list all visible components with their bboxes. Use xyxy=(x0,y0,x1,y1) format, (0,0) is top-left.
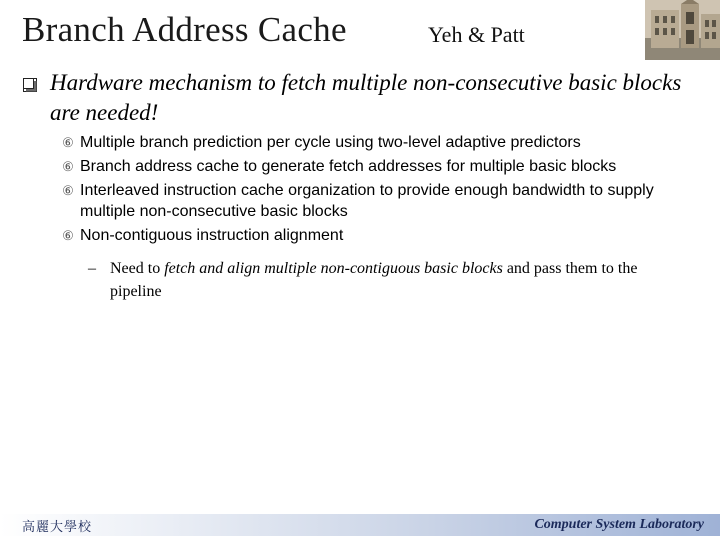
subpoint-list xyxy=(60,132,700,249)
bullet-mark-icon: ⑥ xyxy=(62,228,74,243)
sub-subpoint-emphasis: fetch and align multiple non-contiguous basic blocks xyxy=(164,260,503,277)
slide-subtitle: Yeh & Patt xyxy=(428,22,525,47)
checkbox-bullet-icon xyxy=(23,78,37,92)
subpoint-item xyxy=(60,180,700,222)
bullet-mark-icon: ⑥ xyxy=(62,183,74,198)
subpoint-text: Multiple branch prediction per cycle using two-level adaptive predictors xyxy=(80,134,581,151)
subpoint-text: Non-contiguous instruction alignment xyxy=(80,227,344,244)
campus-building-image xyxy=(645,0,720,60)
subpoint-item xyxy=(60,132,700,153)
sub-subpoint-text xyxy=(88,257,688,303)
sub-subpoint-suffix: and pass them to the pipeline xyxy=(110,260,638,300)
main-point: Hardware mechanism to fetch multiple non-consecutive basic blocks are needed! xyxy=(50,70,682,125)
university-name: 高麗大學校 xyxy=(22,520,93,535)
subpoint-text: Branch address cache to generate fetch addresses for multiple basic blocks xyxy=(80,158,617,175)
lab-name: Computer System Laboratory xyxy=(534,517,704,532)
bullet-mark-icon: ⑥ xyxy=(62,159,74,174)
dash-mark: – xyxy=(88,260,96,277)
subpoint-item xyxy=(60,225,700,246)
sub-subpoint xyxy=(88,257,688,303)
slide-title: Branch Address Cache xyxy=(22,10,347,49)
footer-bar xyxy=(0,514,720,536)
subpoint-item xyxy=(60,156,700,177)
bullet-mark-icon: ⑥ xyxy=(62,135,74,150)
subpoint-text: Interleaved instruction cache organization to provide enough bandwidth to supply multiple non-consecutive basic blocks xyxy=(80,182,654,220)
sub-subpoint-prefix: Need to xyxy=(110,260,165,277)
